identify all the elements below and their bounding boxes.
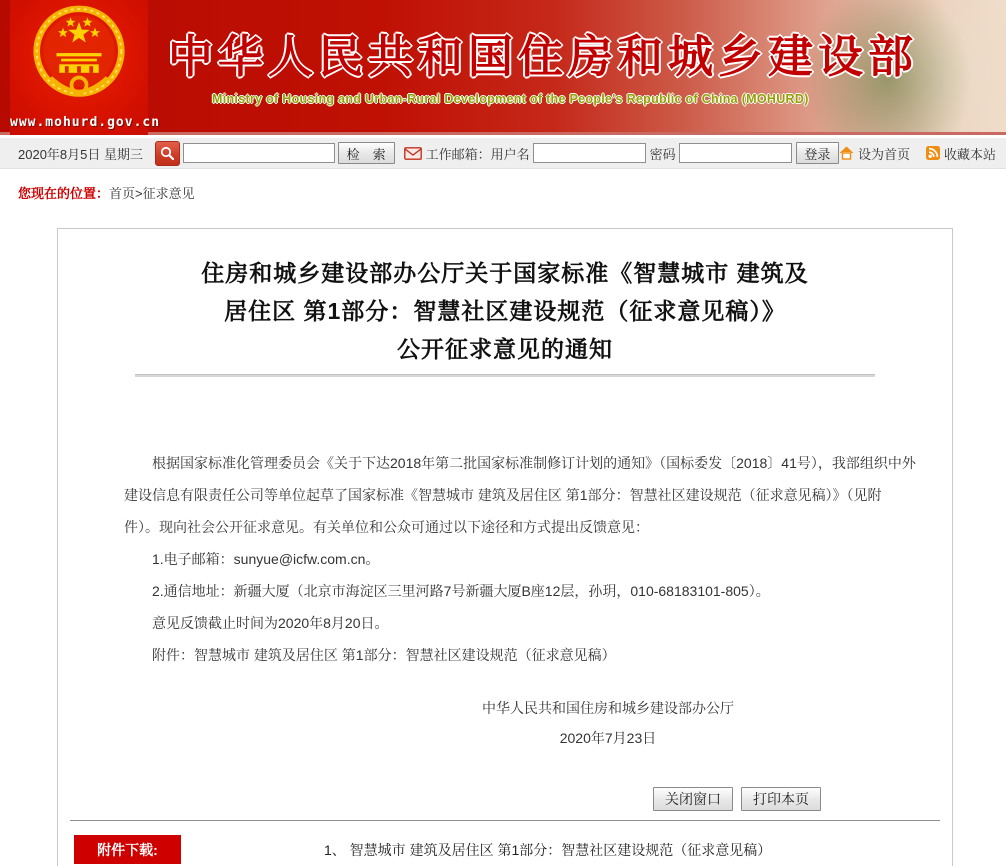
article-body xyxy=(58,447,952,671)
article-paragraph: 2.通信地址：新疆大厦（北京市海淀区三里河路7号新疆大厦B座12层，孙玥，010-68183101-805）。 xyxy=(152,583,770,599)
breadcrumb-label: 您现在的位置： xyxy=(18,186,110,201)
emblem-box xyxy=(10,0,161,135)
favorite-link[interactable] xyxy=(926,144,996,163)
favorite-label: 收藏本站 xyxy=(943,146,996,162)
action-button-row xyxy=(58,787,952,811)
attachment-section xyxy=(58,835,952,864)
username-input[interactable] xyxy=(533,143,646,163)
site-header xyxy=(0,0,1006,135)
breadcrumb-path[interactable]: 首页>征求意见 xyxy=(109,186,195,201)
set-home-label: 设为首页 xyxy=(857,146,910,162)
article-title-line: 住房和城乡建设部办公厅关于国家标准《智慧城市 建筑及 xyxy=(201,260,809,286)
current-date: 2020年8月5日 星期三 xyxy=(18,146,143,162)
article-title-line: 公开征求意见的通知 xyxy=(397,336,613,362)
signature-date: 2020年7月23日 xyxy=(559,730,657,746)
set-home-link[interactable] xyxy=(839,144,910,163)
article-paragraph: 意见反馈截止时间为2020年8月20日。 xyxy=(152,615,389,631)
national-emblem-icon xyxy=(32,4,126,104)
search-icon-button[interactable] xyxy=(155,141,180,166)
signature-org: 中华人民共和国住房和城乡建设部办公厅 xyxy=(482,700,734,716)
article-paragraph: 附件：智慧城市 建筑及居住区 第1部分：智慧社区建设规范（征求意见稿） xyxy=(152,647,616,663)
article-title xyxy=(58,254,952,368)
search-input[interactable] xyxy=(183,143,335,163)
quick-links xyxy=(839,144,996,163)
magnifier-icon xyxy=(159,145,175,161)
print-page-button[interactable]: 打印本页 xyxy=(741,787,821,811)
envelope-icon xyxy=(404,147,422,160)
attachment-download-label: 附件下载: xyxy=(74,835,181,864)
site-url: www.mohurd.gov.cn xyxy=(10,115,161,130)
password-input[interactable] xyxy=(679,143,792,163)
breadcrumb xyxy=(18,183,195,202)
password-label: 密码 xyxy=(649,146,676,162)
attachment-link[interactable]: 1、 智慧城市 建筑及居住区 第1部分：智慧社区建设规范（征求意见稿） xyxy=(324,841,772,858)
toolbar xyxy=(0,138,1006,169)
mail-username-label: 工作邮箱：用户名 xyxy=(425,146,530,162)
article-paragraph: 1.电子邮箱：sunyue@icfw.com.cn。 xyxy=(152,551,380,567)
article-container xyxy=(57,228,953,866)
site-title: 中华人民共和国住房和城乡建设部 xyxy=(168,31,919,82)
title-divider xyxy=(135,374,875,377)
login-button[interactable]: 登录 xyxy=(796,142,839,164)
retrieve-button[interactable]: 检 索 xyxy=(338,142,395,164)
home-icon xyxy=(839,146,854,160)
signature-block xyxy=(482,693,734,753)
site-subtitle: Ministry of Housing and Urban-Rural Development of the People's Republic of China (MOHURD) xyxy=(212,92,809,106)
close-window-button[interactable]: 关闭窗口 xyxy=(653,787,733,811)
article-title-line: 居住区 第1部分：智慧社区建设规范（征求意见稿）》 xyxy=(224,298,786,324)
attachment-divider xyxy=(70,820,940,821)
rss-icon xyxy=(926,146,940,160)
article-paragraph: 根据国家标准化管理委员会《关于下达2018年第二批国家标准制修订计划的通知》（国标委发〔2018〕41号），我部组织中外建设信息有限责任公司等单位起草了国家标准《智慧城市 建筑及居住区 第1部分：智慧社区建设规范（征求意见稿）》（见附件）。现向社会公开征求意见。有关单位和公众可通过以下途径和方式提出反馈意见： xyxy=(124,455,916,535)
